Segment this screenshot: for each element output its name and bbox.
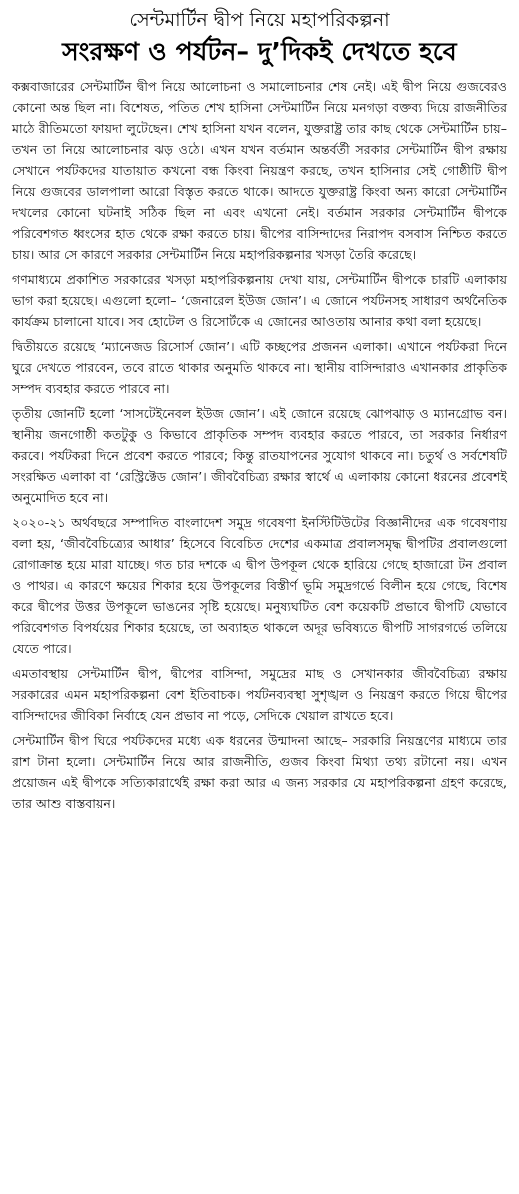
article-paragraph: তৃতীয় জোনটি হলো ‘সাসটেইনেবল ইউজ জোন’। এই জোনে রয়েছে ঝোপঝাড় ও ম্যানগ্রোভ বন। স্থানীয় জনগোষ্ঠী কতটুকু ও কিভাবে প্রাকৃতিক সম্পদ ব্যবহার করতে পারবে, তা সরকার নির্ধারণ করবে। পর্যটকরা দিনে প্রবেশ করতে পারবে; কিন্তু রাতযাপনের সুযোগ থাকবে না। চতুর্থ ও সর্বশেষটি সংরক্ষিত এলাকা বা ‘রেস্ট্রিক্টেড জোন’। জীববৈচিত্র্য রক্ষার স্বার্থে এ এলাকায় কোনো ধরনের প্রবেশই অনুমোদিত হবে না। [12, 406, 507, 505]
article-paragraph: ২০২০-২১ অর্থবছরে সম্পাদিত বাংলাদেশ সমুদ্র গবেষণা ইনস্টিটিউটের বিজ্ঞানীদের এক গবেষণায় বলা হয়, ‘জীববৈচিত্র্যের আধার’ হিসেবে বিবেচিত দেশের একমাত্র প্রবালসমৃদ্ধ দ্বীপটির প্রবালগুলো রোগাক্রান্ত হয়ে মারা যাচ্ছে। গত চার দশকে এ দ্বীপ উপকূল থেকে হারিয়ে গেছে হাজারো টন প্রবাল ও পাথর। এ কারণে ক্ষয়ের শিকার হয়ে উপকূলের বিস্তীর্ণ ভূমি সমুদ্রগর্ভে বিলীন হয়ে গেছে, বিশেষ করে দ্বীপের উত্তর উপকূলে ভাঙনের সৃষ্টি হয়েছে। মনুষ্যঘটিত বেশ কয়েকটি প্রভাবে দ্বীপটি যেভাবে পরিবেশগত বিপর্যয়ের শিকার হয়েছে, তা অব্যাহত থাকলে অদূর ভবিষ্যতে দ্বীপটি সাগরগর্ভে তলিয়ে যেতে পারে। [12, 515, 507, 656]
article-paragraph: কক্সবাজারের সেন্টমার্টিন দ্বীপ নিয়ে আলোচনা ও সমালোচনার শেষ নেই। এই দ্বীপ নিয়ে গুজবেরও কোনো অন্ত ছিল না। বিশেষত, পতিত শেখ হাসিনা সেন্টমার্টিন নিয়ে মনগড়া বক্তব্য দিয়ে রাজনীতির মাঠে রীতিমতো ফায়দা লুটেছেন। শেখ হাসিনা যখন বলেন, যুক্তরাষ্ট্র তার কাছ থেকে সেন্টমার্টিন চায়– তখন তা নিয়ে আলোচনার ঝড় ওঠে। এখন যখন বর্তমান অন্তর্বর্তী সরকার সেন্টমার্টিন দ্বীপ রক্ষায় সেখানে পর্যটকদের যাতায়াত কখনো বন্ধ কিংবা নিয়ন্ত্রণ করছে, তখন হাসিনার সেই গোষ্ঠীটি দ্বীপ নিয়ে গুজবের ডালপালা আরো বিস্তৃত করতে থাকে। আদতে যুক্তরাষ্ট্র কিংবা অন্য কারো সেন্টমার্টিন দখলের কোনো ঘটনাই সঠিক ছিল না এবং এখনো নেই। বর্তমান সরকার সেন্টমার্টিন দ্বীপকে পরিবেশগত ধ্বংসের হাত থেকে রক্ষা করতে চায়। দ্বীপের বাসিন্দাদের নিরাপদ বসবাস নিশ্চিত করতে চায়। আর সে কারণে সরকার সেন্টমার্টিন নিয়ে মহাপরিকল্পনার খসড়া তৈরি করেছে। [12, 79, 507, 262]
article-paragraph: সেন্টমার্টিন দ্বীপ ঘিরে পর্যটকদের মধ্যে এক ধরনের উন্মাদনা আছে– সরকারি নিয়ন্ত্রণের মাধ্যমে তার রাশ টানা হলো। সেন্টমার্টিন নিয়ে আর রাজনীতি, গুজব কিংবা মিথ্যা তথ্য রটানো নয়। এখন প্রয়োজন এই দ্বীপকে সত্যিকারার্থেই রক্ষা করা আর এ জন্য সরকার যে মহাপরিকল্পনা গ্রহণ করেছে, তার আশু বাস্তবায়ন। [12, 733, 507, 811]
article-paragraph: দ্বিতীয়তে রয়েছে ‘ম্যানেজড রিসোর্স জোন’। এটি কচ্ছপের প্রজনন এলাকা। এখানে পর্যটকরা দিনে ঘুরে দেখতে পারবেন, তবে রাতে থাকার অনুমতি থাকবে না। স্থানীয় বাসিন্দারাও এখানকার প্রাকৃতিক সম্পদ ব্যবহার করতে পারবে না। [12, 339, 507, 396]
article-headline: সংরক্ষণ ও পর্যটন– দু’দিকই দেখতে হবে [62, 37, 457, 66]
article-paragraph: এমতাবস্থায় সেন্টমার্টিন দ্বীপ, দ্বীপের বাসিন্দা, সমুদ্রের মাছ ও সেখানকার জীববৈচিত্র্য রক্ষায় সরকারের এমন মহাপরিকল্পনা বেশ ইতিবাচক। পর্যটনব্যবস্থা সুশৃঙ্খল ও নিয়ন্ত্রণ করতে গিয়ে দ্বীপের বাসিন্দাদের জীবিকা নির্বাহে যেন প্রভাব না পড়ে, সেদিকে খেয়াল রাখতে হবে। [12, 666, 507, 723]
article-body [12, 76, 507, 814]
article-kicker: সেন্টমার্টিন দ্বীপ নিয়ে মহাপরিকল্পনা [129, 9, 390, 31]
article-paragraph: গণমাধ্যমে প্রকাশিত সরকারের খসড়া মহাপরিকল্পনায় দেখা যায়, সেন্টমার্টিন দ্বীপকে চারটি এলাকায় ভাগ করা হয়েছে। এগুলো হলো– ‘জেনারেল ইউজ জোন’। এ জোনে পর্যটনসহ সাধারণ অর্থনৈতিক কার্যক্রম চালানো যাবে। সব হোটেল ও রিসোর্টকে এ জোনের আওতায় আনার কথা বলা হয়েছে। [12, 272, 507, 329]
